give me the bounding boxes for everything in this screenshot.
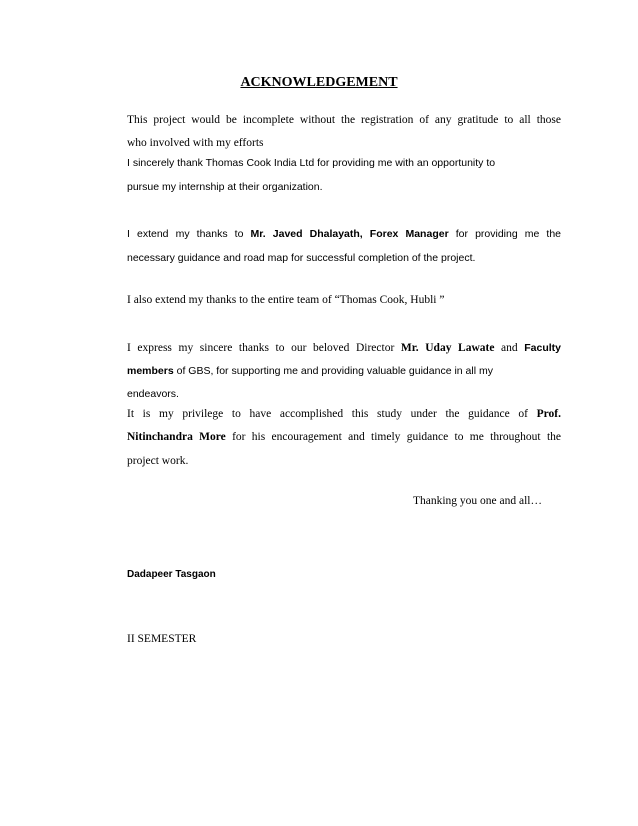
faculty-label: Faculty — [524, 342, 562, 354]
text-segment: I express my sincere thanks to our beloved Director — [127, 342, 401, 354]
page-title: ACKNOWLEDGEMENT — [240, 75, 398, 90]
members-label: members — [127, 365, 174, 377]
paragraph-intro-line-2: who involved with my efforts — [127, 137, 264, 149]
text-segment: and — [494, 342, 525, 354]
semester-label: II SEMESTER — [127, 633, 197, 645]
prof-title: Prof. — [536, 408, 561, 420]
paragraph-intro-line-1: This project would be incomplete without the registration of any gratitude to all those — [127, 114, 561, 126]
paragraph-privilege-line-2 — [127, 432, 561, 444]
guide-name: Nitinchandra More — [127, 431, 226, 443]
text-segment: I extend my thanks to — [127, 228, 251, 240]
text-segment: It is my privilege to have accomplished this study under the guidance of — [127, 408, 537, 420]
paragraph-thanks-director-line-1 — [127, 343, 561, 355]
paragraph-privilege-line-3: project work. — [127, 455, 189, 467]
paragraph-thanks-company-line-2: pursue my internship at their organization. — [127, 181, 323, 193]
paragraph-thanks-manager-line-1 — [127, 229, 561, 240]
text-segment: for providing me the — [448, 228, 562, 240]
paragraph-thanks-team-line-1: I also extend my thanks to the entire team of “Thomas Cook, Hubli ” — [127, 294, 445, 306]
closing-text: Thanking you one and all… — [412, 495, 542, 507]
paragraph-thanks-manager-line-2: necessary guidance and road map for successful completion of the project. — [127, 252, 476, 264]
text-segment: for his encouragement and timely guidance to me throughout the — [225, 431, 561, 443]
director-name: Mr. Uday Lawate — [400, 342, 495, 354]
paragraph-thanks-director-line-2 — [127, 366, 561, 377]
manager-name: Mr. Javed Dhalayath, Forex Manager — [250, 228, 449, 240]
text-segment: of GBS, for supporting me and providing valuable guidance in all my — [173, 365, 493, 377]
paragraph-thanks-director-line-3: endeavors. — [127, 388, 179, 400]
signature-name: Dadapeer Tasgaon — [127, 569, 216, 580]
paragraph-privilege-line-1 — [127, 409, 561, 421]
paragraph-thanks-company-line-1: I sincerely thank Thomas Cook India Ltd for providing me with an opportunity to — [127, 157, 496, 169]
